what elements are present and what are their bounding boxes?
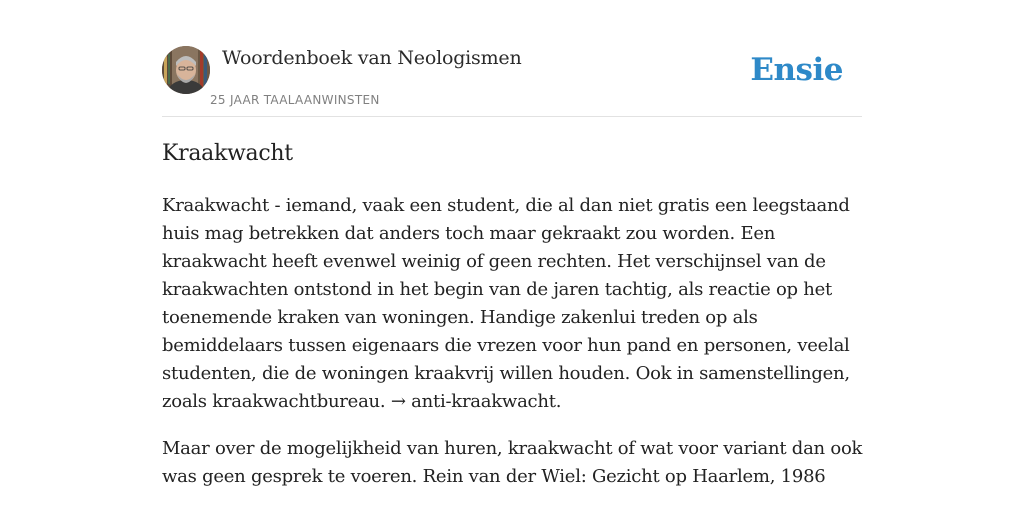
ensie-logo[interactable]: Ensie	[750, 52, 843, 88]
entry-title: Kraakwacht	[162, 141, 293, 166]
entry-definition: Kraakwacht - iemand, vaak een student, die al dan niet gratis een leegstaand huis mag betrekken dat anders toch maar gekraakt zou worden. Een kraakwacht heeft evenwel weinig of geen rechten. Het verschijnsel van de kraakwachten ontstond in het begin van de jaren tachtig, als reactie op het toenemende kraken van woningen. Handige zakenlui treden op als bemiddelaars tussen eigenaars die vrezen voor hun pand en personen, veelal studenten, die de woningen kraakvrij willen houden. Ook in samenstellingen, zoals kraakwachtbureau. → anti-kraakwacht.	[162, 195, 850, 412]
author-portrait-icon[interactable]	[162, 46, 210, 94]
header	[162, 46, 862, 117]
entry-body	[162, 192, 868, 510]
site-title[interactable]: Woordenboek van Neologismen	[222, 47, 522, 69]
site-subtitle: 25 JAAR TAALAANWINSTEN	[210, 93, 380, 107]
entry-citation: Maar over de mogelijkheid van huren, kraakwacht of wat voor variant dan ook was geen gesprek te voeren. Rein van der Wiel: Gezicht op Haarlem, 1986	[162, 438, 863, 487]
